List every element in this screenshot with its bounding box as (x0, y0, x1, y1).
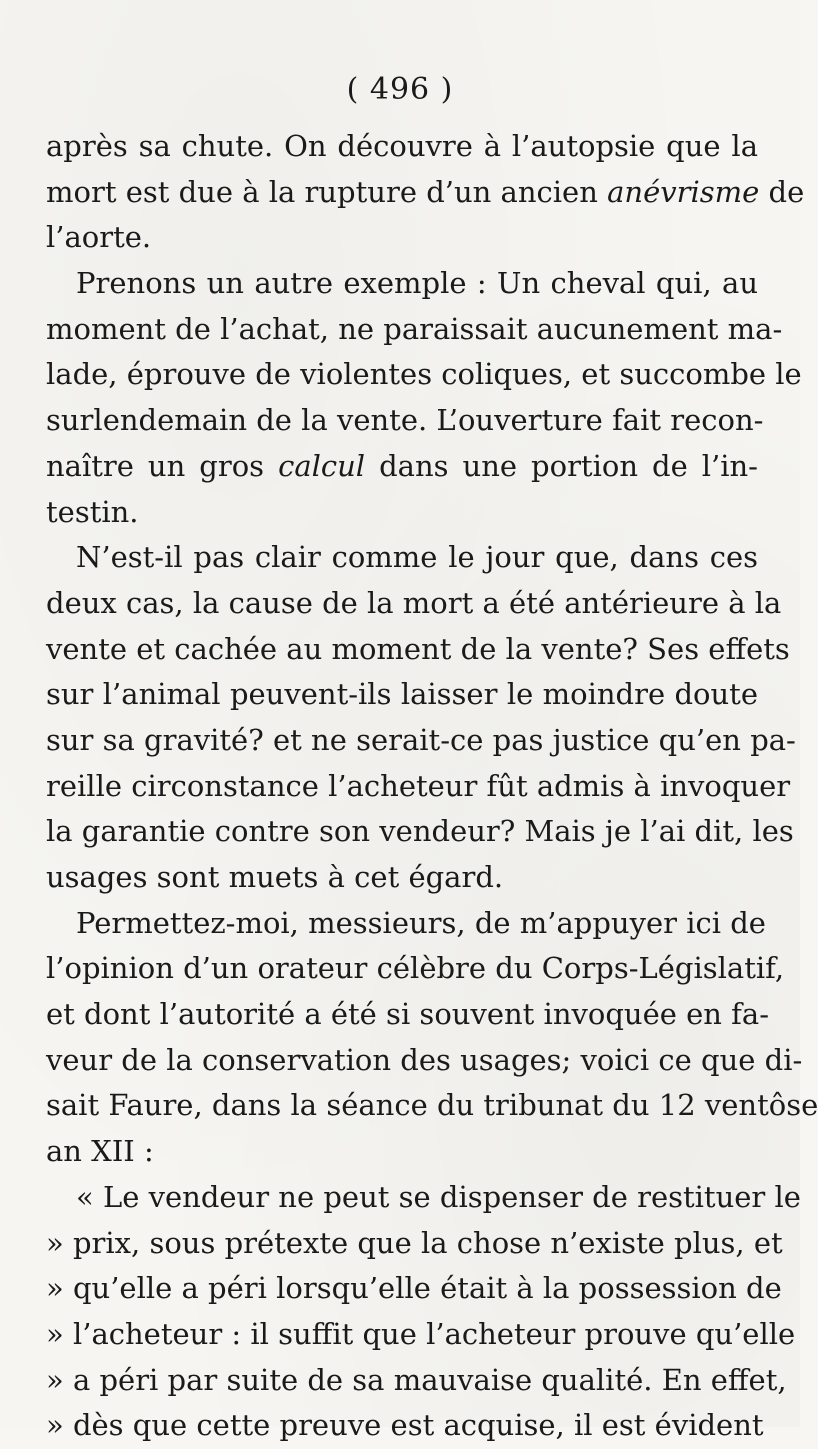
text-line: et dont l’autorité a été si souvent invoquée en fa- (46, 997, 770, 1032)
text-line (46, 444, 758, 490)
text-line: » l’acheteur : il suffit que l’acheteur prouve qu’elle (46, 1316, 796, 1351)
text-segment: mort est due à la rupture d’un ancien (46, 174, 608, 209)
text-line: reille circonstance l’acheteur fût admis à invoquer (46, 768, 791, 803)
text-line: veur de la conservation des usages; voici ce que di- (46, 1042, 803, 1077)
text-line: » prix, sous prétexte que la chose n’existe plus, et (46, 1225, 783, 1260)
italic-term: calcul (278, 448, 366, 483)
text-line: lade, éprouve de violentes coliques, et succombe le (46, 357, 802, 392)
text-line: « Le vendeur ne peut se dispenser de restituer le (76, 1179, 801, 1214)
text-line: » a péri par suite de sa mauvaise qualité. En effet, (46, 1362, 787, 1397)
text-line: sur l’animal peuvent-ils laisser le moindre doute (46, 677, 758, 712)
text-line: la garantie contre son vendeur? Mais je l’ai dit, les (46, 814, 794, 849)
text-line: testin. (46, 494, 139, 529)
text-line: Permettez-moi, messieurs, de m’appuyer ici de (76, 905, 766, 940)
text-line: N’est-il pas clair comme le jour que, dans ces (76, 540, 758, 575)
text-line: » qu’elle a péri lorsqu’elle était à la possession de (46, 1271, 782, 1306)
page-number: ( 496 ) (346, 72, 454, 107)
text-line: Prenons un autre exemple : Un cheval qui, au (76, 266, 758, 301)
italic-term: anévrisme (607, 174, 760, 209)
text-line: sait Faure, dans la séance du tribunat du 12 ventôse (46, 1088, 818, 1123)
body-text (46, 124, 818, 1449)
text-line: vente et cachée au moment de la vente? Ses effets (46, 631, 790, 666)
text-segment: naître un gros (46, 448, 279, 483)
text-line: » dès que cette preuve est acquise, il est évident (46, 1408, 764, 1443)
text-line: usages sont muets à cet égard. (46, 860, 504, 894)
text-line: après sa chute. On découvre à l’autopsie que la (46, 129, 758, 163)
text-line: l’aorte. (46, 220, 152, 255)
text-line: deux cas, la cause de la mort a été antérieure à la (46, 585, 782, 620)
text-line: moment de l’achat, ne paraissait aucunement ma- (46, 311, 783, 346)
text-line: sur sa gravité? et ne serait-ce pas justice qu’en pa- (46, 722, 796, 757)
text-line (46, 170, 805, 216)
text-segment: dans une portion de l’in- (365, 448, 758, 483)
text-line: l’opinion d’un orateur célèbre du Corps-Législatif, (46, 951, 785, 986)
text-segment: de (759, 174, 805, 209)
text-line: surlendemain de la vente. L’ouverture fait recon- (46, 403, 764, 438)
text-line: an XII : (46, 1134, 154, 1169)
